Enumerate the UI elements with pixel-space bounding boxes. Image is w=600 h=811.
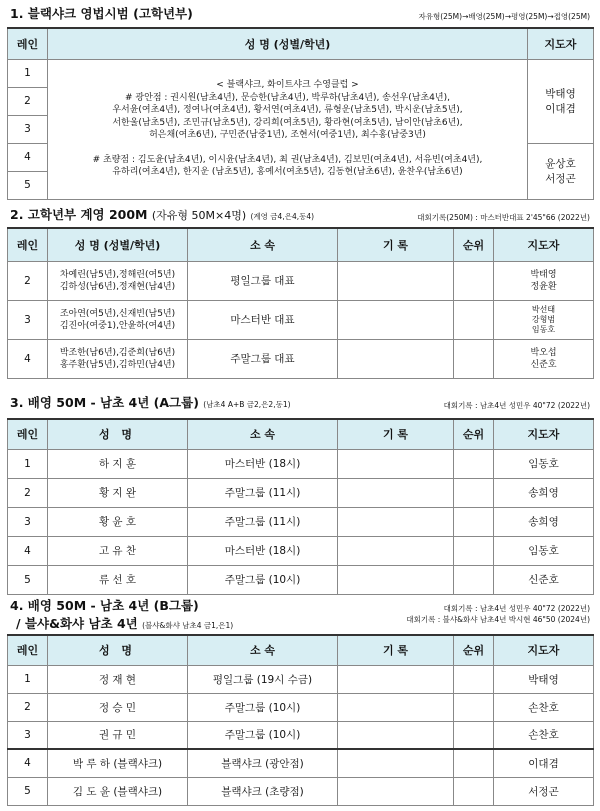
- names-cell: [48, 339, 188, 378]
- table-row: [8, 749, 594, 777]
- gwangan-line: 서한울(남초5년), 조민규(남초5년), 강리희(여초5년), 황라현(여초5년), 남이안(남초6년),: [112, 117, 463, 128]
- gwangan-line: 우서윤(여초4년), 정여나(여초4년), 황서연(여초4년), 류형운(남초5년), 박시운(남초5년),: [112, 105, 463, 116]
- lane-cell: 3: [8, 115, 48, 143]
- name-cell: 하 지 훈: [48, 449, 188, 478]
- swimmer-pair: 홍주환(남5년),김하민(남4년): [59, 359, 176, 370]
- lane-cell: 2: [8, 261, 48, 300]
- gwangan-line: # 광안점 : 권시원(남초4년), 문승한(남초4년), 박루하(남초4년), 송선우(남초4년),: [125, 92, 450, 103]
- record-cell[interactable]: [338, 693, 454, 721]
- team-cell: 주말그룹 (10시): [188, 721, 338, 749]
- table-row: [8, 261, 594, 300]
- rank-cell[interactable]: [454, 478, 494, 507]
- rank-cell[interactable]: [454, 565, 494, 594]
- coach-cell: 손찬호: [494, 721, 594, 749]
- table-row: [8, 536, 594, 565]
- header-rank: 순위: [454, 419, 494, 449]
- header-lane: 레인: [8, 28, 48, 59]
- team-cell: 주말그룹 (11시): [188, 507, 338, 536]
- header-record: 기 록: [338, 228, 454, 261]
- header-rank: 순위: [454, 228, 494, 261]
- team-cell: 마스터반 대표: [188, 300, 338, 339]
- header-team: 소 속: [188, 228, 338, 261]
- rank-cell[interactable]: [454, 339, 494, 378]
- record-cell[interactable]: [338, 339, 454, 378]
- record-cell[interactable]: [338, 478, 454, 507]
- swimmer-pair: 김진아(여중1),안윤하(여4년): [59, 320, 176, 331]
- header-lane: 레인: [8, 419, 48, 449]
- header-name: 성 명: [48, 635, 188, 665]
- name-cell: 류 선 호: [48, 565, 188, 594]
- lane-cell: 4: [8, 339, 48, 378]
- record-cell[interactable]: [338, 507, 454, 536]
- coach-name: 박선태: [531, 304, 556, 314]
- table-row: [8, 339, 594, 378]
- lane-cell: 4: [8, 536, 48, 565]
- section-2-subtitle: (자유형 50M×4명): [151, 209, 247, 222]
- choryang-line: # 초량점 : 김도윤(남초4년), 이시윤(남초4년), 최 권(남초4년), 김보민(여초4년), 서유빈(여초4년),: [92, 154, 483, 165]
- name-cell: 고 유 찬: [48, 536, 188, 565]
- section-2-note: (계영 금4,은4,동4): [250, 212, 315, 221]
- section-1-title: 1. 블랙샤크 영법시범 (고학년부): [10, 6, 193, 21]
- table-row: [8, 693, 594, 721]
- name-cell: 정 승 민: [48, 693, 188, 721]
- table-row: [8, 565, 594, 594]
- club-name: < 블랙샤크, 화이트샤크 수영클럽 >: [216, 80, 359, 91]
- coach-name: 신준호: [530, 359, 557, 370]
- name-cell: 박 루 하 (블랙샤크): [48, 749, 188, 777]
- coach-name: 이대겸: [545, 103, 576, 115]
- coach-cell: 임동호: [494, 449, 594, 478]
- team-cell: 주말그룹 (10시): [188, 693, 338, 721]
- record-cell[interactable]: [338, 536, 454, 565]
- rank-cell[interactable]: [454, 749, 494, 777]
- team-cell: 마스터반 (18시): [188, 536, 338, 565]
- coach-cell: 이대겸: [494, 749, 594, 777]
- section-3-title: [10, 393, 291, 411]
- team-cell: 블랙샤크 (초량점): [188, 777, 338, 805]
- record-cell[interactable]: [338, 261, 454, 300]
- lane-cell: 4: [8, 143, 48, 171]
- coach-name: 서정곤: [545, 173, 576, 185]
- section-2-table: [7, 227, 594, 379]
- section-1-table: [7, 27, 594, 200]
- lane-cell: 5: [8, 565, 48, 594]
- coach-name: 박오섭: [530, 347, 557, 358]
- section-4-records: [406, 603, 590, 625]
- record-cell[interactable]: [338, 449, 454, 478]
- rank-cell[interactable]: [454, 721, 494, 749]
- rank-cell[interactable]: [454, 261, 494, 300]
- name-cell: 권 규 민: [48, 721, 188, 749]
- coach-cell: 손찬호: [494, 693, 594, 721]
- header-coach: 지도자: [494, 228, 594, 261]
- rank-cell[interactable]: [454, 777, 494, 805]
- record-cell[interactable]: [338, 777, 454, 805]
- header-name: 성 명: [48, 419, 188, 449]
- record-cell[interactable]: [338, 565, 454, 594]
- section-4-header: [10, 596, 590, 632]
- record-cell[interactable]: [338, 665, 454, 693]
- swimmer-pair: 차예린(남5년),정해린(여5년): [59, 269, 176, 280]
- section-4-record-2: 대회기록 : 블샤&화샤 남초4년 박시현 46"50 (2024년): [406, 615, 590, 624]
- coach-cell: 임동호: [494, 536, 594, 565]
- record-cell[interactable]: [338, 300, 454, 339]
- section-4-title: 4. 배영 50M - 남초 4년 (B그룹): [10, 598, 199, 613]
- choryang-line: 유하리(여초4년), 한지운 (남초5년), 홍예서(여초5년), 김동현(남초6년), 윤찬우(남초6년): [112, 167, 463, 178]
- section-3-header: [10, 393, 590, 411]
- team-cell: 마스터반 (18시): [188, 449, 338, 478]
- coach-cell: [528, 143, 594, 199]
- section-4-note: (블샤&화샤 남초4 금1,은1): [142, 621, 234, 630]
- coach-cell: 송희영: [494, 478, 594, 507]
- coach-cell: 송희영: [494, 507, 594, 536]
- lane-cell: 3: [8, 300, 48, 339]
- swimmer-pair: 김하성(남6년),정재현(남4년): [59, 281, 176, 292]
- table-row: [8, 507, 594, 536]
- rank-cell[interactable]: [454, 665, 494, 693]
- lane-cell: 3: [8, 721, 48, 749]
- name-cell: 정 재 현: [48, 665, 188, 693]
- table-row: [8, 665, 594, 693]
- lane-cell: 1: [8, 449, 48, 478]
- team-cell: 주말그룹 (10시): [188, 565, 338, 594]
- lane-cell: 1: [8, 59, 48, 87]
- header-coach: 지도자: [494, 419, 594, 449]
- header-name: 성 명 (성별/학년): [48, 228, 188, 261]
- header-name: 성 명 (성별/학년): [48, 28, 528, 59]
- lane-cell: 5: [8, 171, 48, 199]
- lane-cell: 1: [8, 665, 48, 693]
- rank-cell[interactable]: [454, 300, 494, 339]
- header-coach: 지도자: [528, 28, 594, 59]
- team-cell: 블랙샤크 (광안점): [188, 749, 338, 777]
- rank-cell[interactable]: [454, 536, 494, 565]
- header-record: 기 록: [338, 635, 454, 665]
- swimmer-pair: 박조한(남6년),김준희(남6년): [59, 347, 176, 358]
- lane-cell: 5: [8, 777, 48, 805]
- rank-cell[interactable]: [454, 693, 494, 721]
- coach-name: 박태영: [545, 88, 576, 100]
- coach-cell: 서정곤: [494, 777, 594, 805]
- table-row: [8, 449, 594, 478]
- table-row: [8, 721, 594, 749]
- name-cell: 김 도 윤 (블랙샤크): [48, 777, 188, 805]
- team-cell: 주말그룹 대표: [188, 339, 338, 378]
- team-cell: 평일그룹 대표: [188, 261, 338, 300]
- header-lane: 레인: [8, 635, 48, 665]
- header-team: 소 속: [188, 419, 338, 449]
- team-cell: 평일그룹 (19시 수금): [188, 665, 338, 693]
- rank-cell[interactable]: [454, 507, 494, 536]
- section-4-record-1: 대회기록 : 남초4년 성민우 40"72 (2022년): [443, 604, 590, 613]
- names-cell: [48, 300, 188, 339]
- record-cell[interactable]: [338, 721, 454, 749]
- coach-cell: [494, 300, 594, 339]
- section-4-table: [7, 634, 594, 806]
- section-1-course: 자유형(25M)→배영(25M)→평영(25M)→접영(25M): [418, 12, 590, 21]
- table-row: [8, 777, 594, 805]
- record-cell[interactable]: [338, 749, 454, 777]
- rank-cell[interactable]: [454, 449, 494, 478]
- lane-cell: 4: [8, 749, 48, 777]
- coach-name: 정윤환: [530, 281, 557, 292]
- table-row: [8, 478, 594, 507]
- header-lane: 레인: [8, 228, 48, 261]
- gwangan-line: 허은채(여초6년), 구민준(남중1년), 조현서(여중1년), 최수홍(남중3년): [149, 130, 426, 141]
- lane-cell: 2: [8, 87, 48, 115]
- lane-cell: 2: [8, 478, 48, 507]
- demo-swimmer-list: [48, 59, 528, 199]
- coach-name: 강형범: [531, 314, 556, 324]
- section-3-table: [7, 418, 594, 595]
- section-3-note: (남초4 A+B 금2,은2,동1): [203, 400, 291, 409]
- coach-cell: 박태영: [494, 665, 594, 693]
- coach-name: 윤상호: [545, 158, 576, 170]
- swimmer-pair: 조아연(여5년),신재빈(남5년): [59, 308, 176, 319]
- names-cell: [48, 261, 188, 300]
- header-coach: 지도자: [494, 635, 594, 665]
- lane-cell: 2: [8, 693, 48, 721]
- section-4-title-2-text: / 블샤&화샤 남초 4년: [16, 616, 138, 631]
- section-1-header: [10, 4, 590, 22]
- name-cell: 황 윤 호: [48, 507, 188, 536]
- team-cell: 주말그룹 (11시): [188, 478, 338, 507]
- name-cell: 황 지 완: [48, 478, 188, 507]
- coach-name: 박태영: [530, 269, 557, 280]
- section-2-title: [10, 205, 314, 223]
- section-2-title-text: 2. 고학년부 계영 200M: [10, 207, 148, 222]
- lane-cell: 3: [8, 507, 48, 536]
- section-2-record: 대회기록(250M) : 마스터반대표 2'45"66 (2022년): [417, 213, 590, 222]
- header-rank: 순위: [454, 635, 494, 665]
- table-row: [8, 300, 594, 339]
- section-4-title-2: [16, 614, 233, 632]
- coach-cell: 신준호: [494, 565, 594, 594]
- header-record: 기 록: [338, 419, 454, 449]
- section-2-header: [10, 205, 590, 223]
- coach-name: 임동호: [531, 324, 556, 334]
- coach-cell: [494, 261, 594, 300]
- coach-cell: [528, 59, 594, 143]
- coach-cell: [494, 339, 594, 378]
- section-3-title-text: 3. 배영 50M - 남초 4년 (A그룹): [10, 395, 199, 410]
- header-team: 소 속: [188, 635, 338, 665]
- section-3-record: 대회기록 : 남초4년 성민우 40"72 (2022년): [443, 401, 590, 410]
